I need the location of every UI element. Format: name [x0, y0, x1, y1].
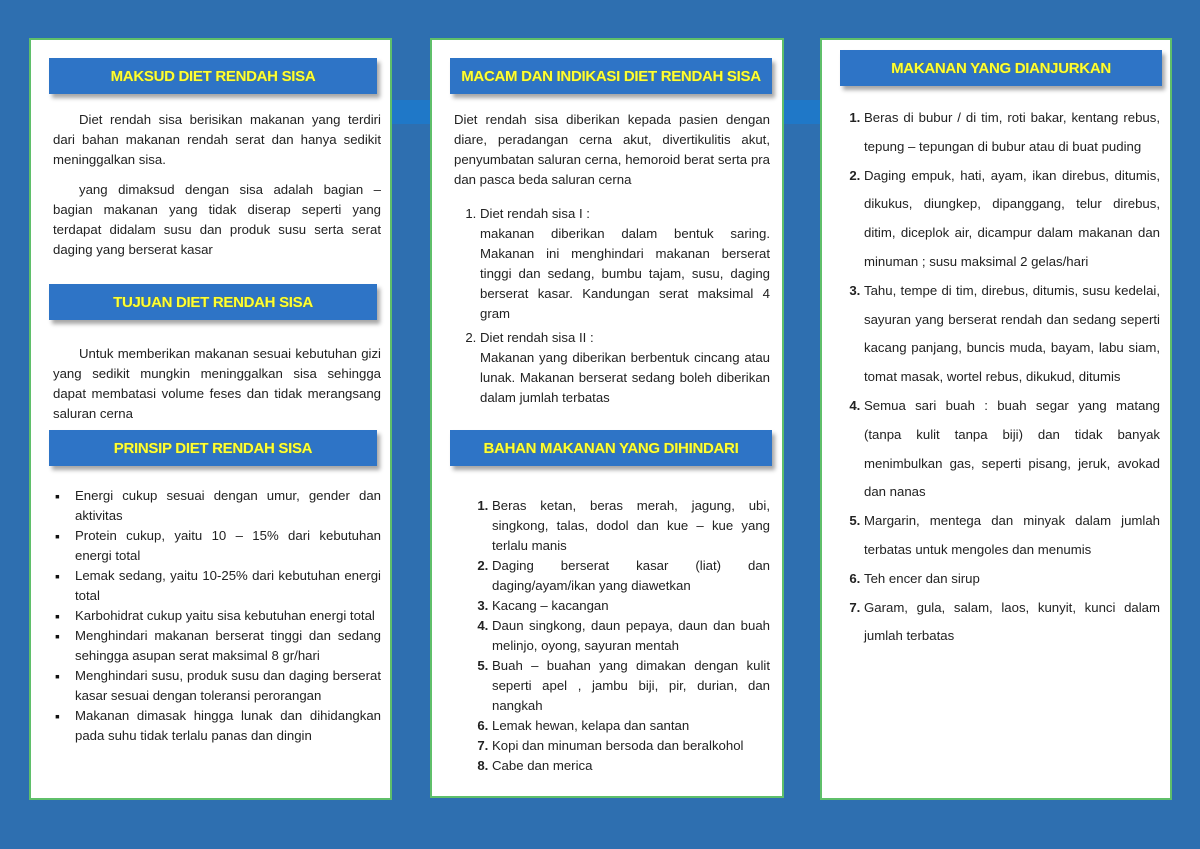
list-item: ▪ Menghindari susu, produk susu dan daging berserat kasar sesuai dengan toleransi perorangan [75, 666, 381, 706]
list-item: 4. Semua sari buah : buah segar yang matang (tanpa kulit tanpa biji) dan tidak banyak menimbulkan gas, seperti pisang, jeruk, avokad dan nanas [864, 392, 1160, 507]
panel-right [820, 38, 1172, 800]
heading-anjuran [840, 50, 1162, 86]
list-item [480, 328, 770, 408]
list-item: 1. Beras di bubur / di tim, roti bakar, kentang rebus, tepung – tepungan di bubur atau di buat puding [864, 104, 1160, 162]
diet1-title: 1. Diet rendah sisa I : [480, 206, 590, 221]
list-item: 2. Daging empuk, hati, ayam, ikan direbus, ditumis, dikukus, diungkep, dipanggang, telur direbus, ditim, diceplok air, dicampur dalam makanan dan minuman ; susu maksimal 2 gelas/hari [864, 162, 1160, 277]
panel-left [29, 38, 392, 800]
list-item: 3. Tahu, tempe di tim, direbus, ditumis, susu kedelai, sayuran yang berserat rendah dan sedang seperti kacang panjang, buncis muda, bayam, labu siam, tomat masak, wortel rebus, dikukud, ditumis [864, 277, 1160, 392]
tujuan-text [53, 344, 381, 424]
list-item: 6. Lemak hewan, kelapa dan santan [492, 716, 770, 736]
heading-tujuan-text: TUJUAN DIET RENDAH SISA [113, 293, 313, 311]
list-item: ▪ Karbohidrat cukup yaitu sisa kebutuhan energi total [75, 606, 381, 626]
diet2-text: Makanan yang diberikan berbentuk cincang atau lunak. Makanan berserat sedang boleh diberikan dalam jumlah terbatas [480, 350, 770, 405]
heading-maksud [49, 58, 377, 94]
list-item: ▪ Makanan dimasak hingga lunak dan dihidangkan pada suhu tidak terlalu panas dan dingin [75, 706, 381, 746]
list-item: 1. Beras ketan, beras merah, jagung, ubi, singkong, talas, dodol dan kue – kue yang terlalu manis [492, 496, 770, 556]
heading-prinsip-text: PRINSIP DIET RENDAH SISA [113, 439, 313, 457]
diet-types-list [454, 204, 770, 408]
prinsip-list [53, 486, 381, 746]
list-item: 7. Garam, gula, salam, laos, kunyit, kunci dalam jumlah terbatas [864, 594, 1160, 652]
connector-bar-left [390, 100, 432, 124]
prinsip-list-wrap [53, 486, 381, 746]
list-item: 7. Kopi dan minuman bersoda dan beralkohol [492, 736, 770, 756]
anjuran-list-wrap [844, 104, 1160, 651]
list-item: 5. Margarin, mentega dan minyak dalam jumlah terbatas untuk mengoles dan menumis [864, 507, 1160, 565]
macam-paragraph: Diet rendah sisa diberikan kepada pasien dengan diare, peradangan cerna akut, divertikulitis akut, penyumbatan saluran cerna, hemoroid berat serta pra dan pasca beda saluran cerna [454, 112, 770, 187]
list-item: ▪ Energi cukup sesuai dengan umur, gender dan aktivitas [75, 486, 381, 526]
list-item: 2. Daging berserat kasar (liat) dan daging/ayam/ikan yang diawetkan [492, 556, 770, 596]
heading-maksud-text: MAKSUD DIET RENDAH SISA [110, 67, 316, 85]
heading-macam [450, 58, 772, 94]
heading-tujuan [49, 284, 377, 320]
heading-bahan [450, 430, 772, 466]
heading-prinsip [49, 430, 377, 466]
maksud-paragraph-1: Diet rendah sisa berisikan makanan yang terdiri dari bahan makanan rendah serat dan hanya sedikit meninggalkan sisa. [53, 112, 381, 167]
tujuan-paragraph: Untuk memberikan makanan sesuai kebutuhan gizi yang sedikit mungkin meninggalkan sisa sehingga dapat membatasi volume feses dan tidak merangsang saluran cerna [53, 346, 381, 421]
bahan-list-wrap [454, 496, 770, 776]
diet1-text: makanan diberikan dalam bentuk saring. Makanan ini menghindari makanan berserat tinggi dan sedang, bumbu tajam, susu, daging berserat kasar. Kandungan serat maksimal 4 gram [480, 226, 770, 321]
list-item: 4. Daun singkong, daun pepaya, daun dan buah melinjo, oyong, sayuran mentah [492, 616, 770, 656]
list-item: 6. Teh encer dan sirup [864, 565, 1160, 594]
diet2-title: 2. Diet rendah sisa II : [480, 330, 594, 345]
macam-text [454, 110, 770, 408]
bahan-list [454, 496, 770, 776]
heading-anjuran-text: MAKANAN YANG DIANJURKAN [891, 59, 1111, 77]
panel-middle [430, 38, 784, 798]
maksud-paragraph-2: yang dimaksud dengan sisa adalah bagian – bagian makanan yang tidak diserap seperti yang terdapat didalam susu dan produk susu serta serat daging yang berserat kasar [53, 182, 381, 257]
list-item: ▪ Protein cukup, yaitu 10 – 15% dari kebutuhan energi total [75, 526, 381, 566]
list-item: ▪ Menghindari makanan berserat tinggi dan sedang sehingga asupan serat maksimal 8 gr/hari [75, 626, 381, 666]
list-item: ▪ Lemak sedang, yaitu 10-25% dari kebutuhan energi total [75, 566, 381, 606]
list-item [480, 204, 770, 324]
list-item: 5. Buah – buahan yang dimakan dengan kulit seperti apel , jambu biji, pir, durian, dan nangkah [492, 656, 770, 716]
list-item: 3. Kacang – kacangan [492, 596, 770, 616]
anjuran-list [844, 104, 1160, 651]
heading-macam-text: MACAM DAN INDIKASI DIET RENDAH SISA [461, 67, 761, 85]
connector-bar-right [782, 100, 822, 124]
maksud-text [53, 110, 381, 260]
heading-bahan-text: BAHAN MAKANAN YANG DIHINDARI [483, 439, 739, 457]
list-item: 8. Cabe dan merica [492, 756, 770, 776]
